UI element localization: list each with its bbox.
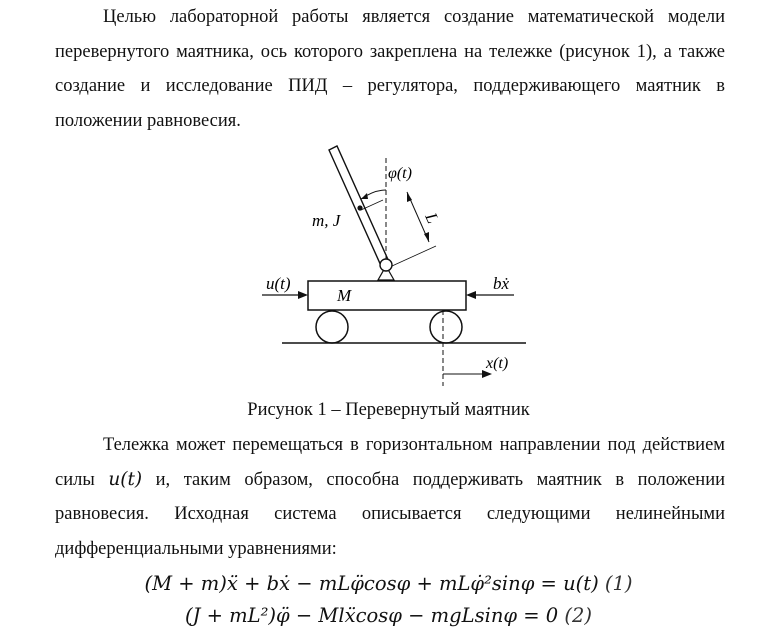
cart-body xyxy=(308,281,466,310)
angle-arrowhead xyxy=(361,193,368,199)
equation-1-expr: (M + m)ẍ + bẋ − mLφ̈cosφ + mLφ̇²sinφ = u(t) xyxy=(144,572,599,595)
equation-2-expr: (J + mL²)φ̈ − Mlẍcosφ − mgLsinφ = 0 xyxy=(184,604,559,627)
equation-1-number: (1) xyxy=(604,572,633,595)
body-paragraph xyxy=(55,428,725,566)
length-label: L xyxy=(421,209,443,227)
left-wheel xyxy=(316,311,348,343)
length-ext-top xyxy=(361,200,383,210)
force-label: u(t) xyxy=(266,274,291,293)
friction-label: bẋ xyxy=(493,274,510,293)
force-arrowhead xyxy=(298,291,308,299)
paragraph-text-start: Тележка может перемещаться в горизонтальном направлении под действием силы xyxy=(55,435,725,490)
paragraph-text-end: и, таким образом, способна поддерживать маятник в положении равновесия. Исходная система описывается следующими нелинейными дифференциальными уравнениями: xyxy=(55,469,725,559)
pendulum-figure xyxy=(240,138,540,390)
pendulum-diagram xyxy=(240,138,540,390)
pivot-joint xyxy=(380,259,392,271)
equation-2-number: (2) xyxy=(564,604,593,627)
right-wheel xyxy=(430,311,462,343)
phi-label: φ(t) xyxy=(388,165,412,182)
equation-1 xyxy=(0,570,777,598)
intro-paragraph: Целью лабораторной работы является создание математической модели перевернутого маятника, ось которого закреплена на тележке (рисунок 1), а также создание и исследование ПИД – регулятора, поддерживающего маятник в положении равновесия. xyxy=(55,7,725,131)
length-ext-bottom xyxy=(392,246,436,266)
equation-2 xyxy=(0,602,777,630)
mass-label: m, J xyxy=(312,211,341,230)
friction-arrowhead xyxy=(466,291,476,299)
position-label: x(t) xyxy=(486,355,509,372)
figure-caption: Рисунок 1 – Перевернутый маятник xyxy=(247,400,530,420)
force-symbol-inline: u(t) xyxy=(108,468,143,490)
cart-mass-label: M xyxy=(337,286,352,305)
